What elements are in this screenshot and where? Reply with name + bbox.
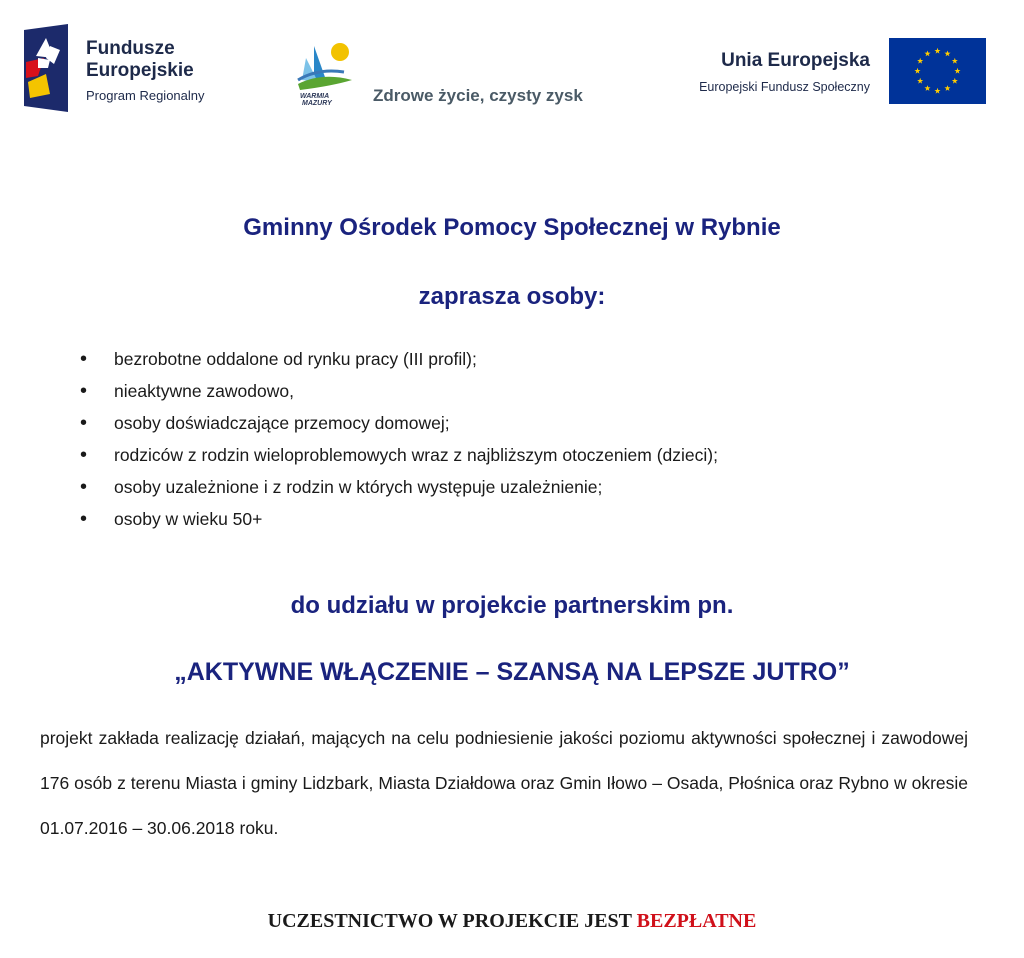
list-item: • rodziców z rodzin wieloproblemowych wraz z najbliższym otoczeniem (dzieci);	[80, 439, 718, 471]
wm-slogan: Zdrowe życie, czysty zysk	[373, 86, 583, 105]
free-badge: BEZPŁATNE	[636, 910, 757, 932]
target-group-list	[80, 343, 718, 535]
project-title: „AKTYWNE WŁĄCZENIE – SZANSĄ NA LEPSZE JUTRO”	[174, 658, 850, 686]
list-item: • osoby uzależnione i z rodzin w których występuje uzależnienie;	[80, 471, 718, 503]
fundusze-europejskie-icon	[24, 24, 68, 112]
page-title: Gminny Ośrodek Pomocy Społecznej w Rybnie	[243, 214, 781, 241]
list-item: • osoby w wieku 50+	[80, 503, 718, 535]
footer-prefix: UCZESTNICTWO W PROJEKCIE JEST	[267, 910, 632, 932]
project-description: projekt zakłada realizację działań, mających na celu podniesienie jakości poziomu aktywności społecznej i zawodowej 176 osób z terenu Miasta i gminy Lidzbark, Miasta Działdowa oraz Gmin Iłowo – Osada, Płośnica oraz Rybno w okresie 01.07.2016 – 30.06.2018 roku.	[40, 728, 968, 838]
fe-name-line2: Europejskie	[86, 60, 194, 81]
wm-mark-text-2: MAZURY	[302, 100, 332, 106]
invite-heading: zaprasza osoby:	[418, 283, 606, 310]
fe-name-line1: Fundusze	[86, 38, 175, 59]
participation-heading: do udziału w projekcie partnerskim pn.	[290, 592, 734, 619]
wm-mark-text-1: WARMIA	[300, 93, 330, 100]
eu-label	[699, 50, 870, 94]
footer-notice	[0, 910, 1024, 933]
list-item: • bezrobotne oddalone od rynku pracy (III profil);	[80, 343, 718, 375]
eu-subtitle: Europejski Fundusz Społeczny	[699, 80, 870, 94]
fe-subtitle: Program Regionalny	[86, 88, 205, 103]
list-item: • osoby doświadczające przemocy domowej;	[80, 407, 718, 439]
fundusze-europejskie-logo	[24, 24, 244, 114]
eu-flag-icon	[889, 38, 986, 104]
eu-name: Unia Europejska	[721, 50, 870, 71]
list-item: • nieaktywne zawodowo,	[80, 375, 718, 407]
warmia-mazury-logo	[292, 36, 364, 106]
